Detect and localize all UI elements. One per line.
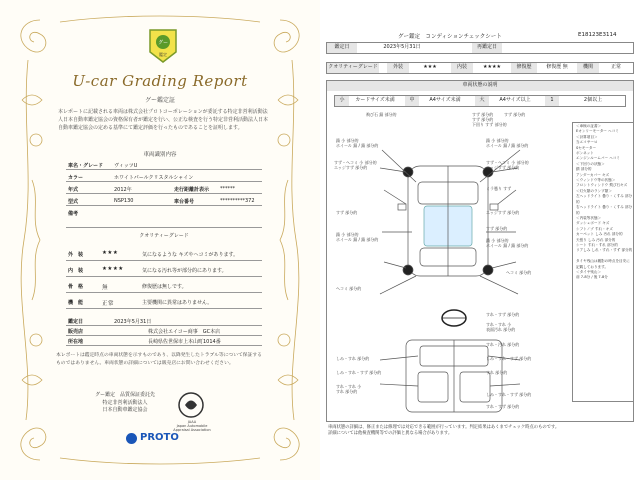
function-note: 主要機関に異常はありません。: [142, 300, 213, 306]
vin-label: 車台番号: [174, 199, 195, 205]
year-value: 2012年: [114, 187, 132, 193]
issuer-text: グー鑑定 品質保証委託先 特定非営利活動法人 日本自動車鑑定協会: [94, 392, 155, 413]
damage-label-12: 錆 小 部分的 ホイール 錆 / 錆 部分的: [336, 232, 379, 242]
interior-row: [66, 264, 262, 277]
damage-label-22: すれ 部分的: [486, 370, 508, 375]
mileage-label: 走行距離計表示: [174, 187, 210, 193]
size-a4plus: A4サイズ以上: [499, 97, 531, 103]
interior-stars: ★★★★: [483, 64, 501, 70]
bottom-note: 車両状態の詳細は、修正または修理では対応できる範囲が行っています。判定結果はあくまでチェック時点のものです。 詳細については他検査機関等での評価と異なる場合があります。: [328, 425, 560, 436]
exterior-note: 気になるような キズやヘコミがあります。: [142, 252, 239, 258]
report-title: U-car Grading Report: [72, 72, 248, 90]
svg-text:グー: グー: [157, 40, 169, 46]
exterior-stars: ★★★: [102, 250, 119, 256]
appraisal-date-label: 鑑定日: [68, 319, 84, 325]
sheet-code: E18123E3114: [578, 32, 617, 38]
quality-grade-label: クオリティーグレード: [327, 63, 379, 73]
dealer-value: 株式会社エイコー商事 GC本店: [148, 329, 221, 335]
damage-label-18: しみ・すれ 部分的: [336, 356, 370, 361]
damage-label-16: すれ・すず 部分的: [486, 312, 520, 317]
address-label: 所在地: [68, 339, 84, 345]
remarks-label: 備考: [68, 211, 79, 217]
damage-label-14: ヘコミ 部分的: [336, 286, 362, 291]
jaaa-logo: [176, 390, 206, 420]
color-label: カラー: [68, 175, 84, 181]
interior-note: 気になる汚れ等が部分的にあります。: [142, 268, 227, 274]
repair-value: 修復歴 無: [546, 64, 568, 70]
appraisal-date-value: 2023年5月31日: [114, 319, 152, 325]
status-heading: 車両状態の説明: [327, 81, 633, 91]
jaaa-text: JAAA Japan Automobile Appraisal Association: [173, 420, 211, 432]
damage-label-25: すれ・すず 部分的: [486, 404, 520, 409]
date-row: [66, 316, 262, 326]
damage-label-24: しみ・すれ・すず 部分的: [486, 392, 532, 397]
damage-label-19: すれ・汚れ 部分的: [486, 342, 520, 347]
model-value: NSP130: [114, 198, 134, 204]
damage-label-11: すず 部分的: [486, 226, 508, 231]
frame-label: 骨 格: [68, 284, 84, 290]
interior-label: 内装: [451, 63, 473, 73]
vehicle-heading: 車両識別内容: [143, 152, 177, 158]
damage-label-15: へコミ 部分的: [506, 270, 532, 275]
grade-value: ヴィッツU: [114, 163, 138, 169]
goo-appraisal-logo: [146, 28, 180, 64]
damage-label-8: ミラ曇り すず: [486, 186, 512, 191]
qty-single: 1: [545, 96, 559, 106]
certificate-intro: 本レポートに記載される車両は株式会社プロトコーポレーションが委託する特定非営利活動法人日本自動車鑑定協会の資格保有者が鑑定を行い、公正な検査を行う特定非営利活動法人日本自動車鑑定協会の定める基準にて鑑定評価を行ったものであることを証明します。: [58, 109, 269, 131]
engine-value: 正常: [610, 64, 621, 70]
address-value: 長崎県佐世保市上本山町1014番: [148, 339, 221, 345]
frame-row: [66, 280, 262, 293]
function-row: [66, 296, 262, 309]
frame-value: 無: [102, 285, 109, 291]
size-large-label: 大: [475, 96, 489, 106]
exterior-label: 外装: [387, 63, 409, 73]
interior-label: 内 装: [68, 268, 84, 274]
damage-label-2: すず 部分的 すず 部分的 下回り すず 部分的: [472, 112, 507, 127]
damage-label-21: しみ・すれ・すず 部分的: [336, 370, 382, 375]
dealer-row: [66, 326, 262, 336]
mileage-value: ******: [220, 186, 235, 192]
legend-text: ＜車検の証書＞ Eオンリーモーター ヘコミ ＜計算項目＞ 当エコサーロ Sセモーター ボンネット エンジンルームバー ヘコミ ＜下回りの状態＞ 錆 部分的 アンダーカバー キズ ＜ウィンドウ等の状態＞ フロントウィンドウ 飛び石キズ ＜灯火類のランプ類＞ 左ヘッドライト 曇り・くすみ 部分的 右ヘッドライト 曇り・くすみ 部分的 ＜内装等状態＞ ダッシュボード キズ シフトノブ すれ・キズ カーペット しみ 汚れ 部分的 天張り しみ 汚れ 部分的 シート すれ・すれ 部分的 リアしみ しれ・すれ・すず 部分的 タイヤ残山は撮影の時点を目安に 記載しております。 ＜タイヤ残山＞ 前 7-8分 / 後 7-8分: [576, 124, 633, 280]
dealer-label: 販売店: [68, 329, 84, 335]
model-row: [66, 196, 262, 206]
function-value: 正常: [102, 301, 115, 307]
certificate-disclaimer: 本レポートは鑑定時点の車両状態を示すものであり、以降発生したトラブル等について保証するものではありません。車両状態の詳細については販売店にお問い合わせください。: [56, 353, 262, 366]
damage-label-17: すれ・すれ 小 表面汚れ 部分的: [486, 322, 516, 332]
address-row: [66, 336, 262, 346]
year-label: 年式: [68, 187, 79, 193]
exterior-stars: ★★★: [423, 64, 437, 70]
grade-row: [66, 160, 262, 170]
condition-sheet: [320, 0, 640, 480]
interior-stars: ★★★★: [102, 266, 124, 272]
damage-label-9: エッジすず 部分的: [486, 210, 520, 215]
damage-label-3: すず 部分的: [504, 112, 526, 117]
size-mid-label: 中: [405, 96, 419, 106]
damage-label-1: 飛び石 錆 部分的: [366, 112, 397, 117]
vin-value: **********372: [220, 198, 255, 204]
repair-label: 修復歴: [511, 63, 537, 73]
model-label: 型式: [68, 199, 79, 205]
reappraisal-label: 再鑑定日: [472, 43, 502, 53]
size-a4: A4サイズ未満: [429, 97, 461, 103]
frame-note: 修復歴は無しです。: [142, 284, 187, 290]
size-card: カードサイズ未満: [355, 97, 395, 103]
proto-logo-icon: [126, 433, 137, 444]
damage-label-4: 錆 小 部分的 ホイール 錆 / 錆 部分的: [336, 138, 379, 148]
exterior-row: [66, 248, 262, 261]
remarks-row: [66, 208, 262, 228]
size-small-label: 小: [335, 96, 349, 106]
year-row: [66, 184, 262, 194]
function-label: 機 能: [68, 300, 84, 306]
qty-multi: 2個以上: [583, 97, 603, 103]
certificate-subtitle: グー鑑定証: [144, 97, 175, 104]
damage-label-7: すず・へコミ 小 部分的 エッジすず 部分的: [486, 160, 529, 170]
quality-heading-row: [66, 230, 262, 240]
proto-logo: PROTO: [140, 432, 179, 443]
damage-label-6: すず・へコミ 小 部分的 エッジすず 部分的: [334, 160, 377, 170]
damage-label-13: 錆 小 部分的 ホイール 錆 / 錆 部分的: [486, 238, 529, 248]
damage-label-5: 錆 小 部分的 ホイール 錆 / 錆 部分的: [486, 138, 529, 148]
quality-heading: クオリティーグレード: [139, 233, 189, 239]
color-value: ホワイトパールクリスタルシャイン: [114, 175, 194, 181]
damage-label-23: すれ・すれ 小 すれ 部分的: [336, 384, 362, 394]
damage-label-10: すず 部分的: [336, 210, 358, 215]
exterior-label: 外 装: [68, 252, 84, 258]
grade-label: 車名・グレード: [68, 163, 104, 169]
date-value: 2023年5月31日: [383, 44, 421, 50]
date-label: 鑑定日: [327, 43, 357, 53]
sheet-title: グー鑑定 コンディションチェックシート: [398, 34, 502, 40]
engine-label: 機関: [577, 63, 599, 73]
svg-text:鑑定: 鑑定: [159, 52, 167, 57]
color-row: [66, 172, 262, 182]
damage-label-20: しみ・すれ・すず 部分的: [486, 356, 532, 361]
